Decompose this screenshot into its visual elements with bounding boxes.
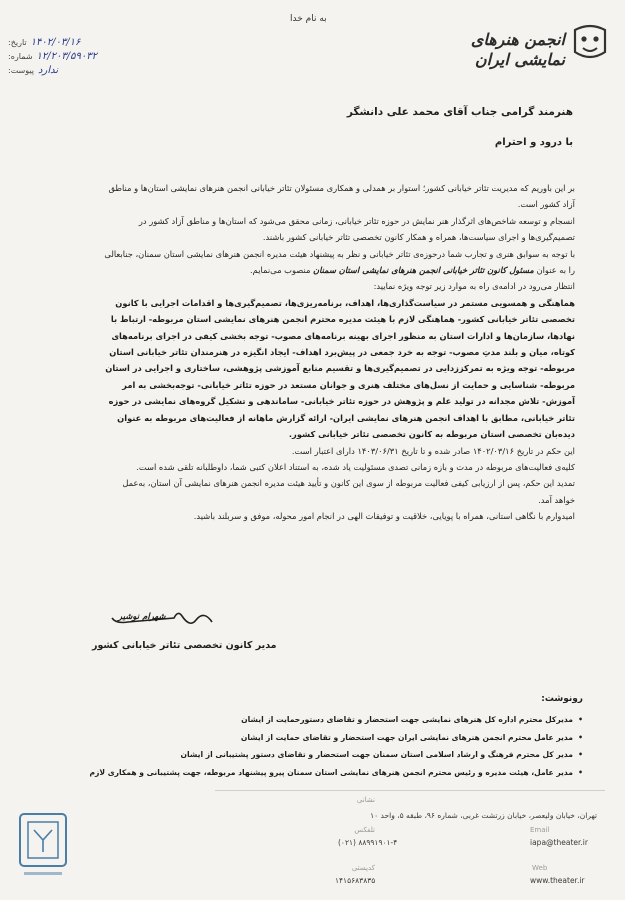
cc-list <box>89 711 583 781</box>
greeting: با درود و احترام <box>494 137 573 148</box>
stamp-icon <box>14 810 72 884</box>
cc-item: • مدیرکل محترم اداره کل هنرهای نمایشی جهت استحضار و تقاضای دستورحمایت از ایشان <box>113 711 583 729</box>
number-label: شماره: <box>8 52 33 61</box>
paragraph-voluntary: کلیه‌ی فعالیت‌های مربوطه در مدت و بازه زمانی تصدی مسئولیت یاد شده، به استناد اعلان کتبی شما، داوطلبانه تلقی شده است. <box>136 461 575 472</box>
cc-item: • مدیر عامل، هیئت مدیره و رئیس محترم انجمن هنرهای نمایشی استان سمنان پیرو پیشنهاد مربوطه، جهت پشتیبانی و همکاری لازم <box>113 764 583 782</box>
address-label: نشانی <box>356 796 375 804</box>
attachment-value: ندارد <box>38 65 59 76</box>
addressee: هنرمند گرامی جناب آقای محمد علی دانشگر <box>346 106 573 118</box>
cc-item: • مدیر کل محترم فرهنگ و ارشاد اسلامی استان سمنان جهت استحضار و تقاضای دستور پشتیبانی از ایشان <box>113 746 583 764</box>
duties-paragraph: هماهنگی و همسویی مستمر در سیاست‌گذاری‌ها، اهداف، برنامه‌ریزی‌ها، تصمیم‌گیری‌ها و اقدامات اجرایی با کانون تخصصی تئاتر خیابانی کشور- هماهنگی لازم با هیئت مدیره محترم انجمن هنرهای نمایشی استان مربوطه- ارتباط با نهادها، سازمان‌ها و ادارات استان به منظور اجرای بهینه برنامه‌های مصوب- توجه بخشی کیفی در اجرای برنامه‌های کوتاه، میان و بلند مدتِ مصوب- توجه به خرد جمعی در پیش‌برد اهداف- ایجاد انگیزه در هنرمندان تئاتر خیابانی استان مربوطه- توجه ویژه به تمرکززدایی در تصمیم‌گیری‌ها و تقسیم منابع آموزشی پژوهشی، ساختاری و اجرایی در استان مربوطه- شناسایی و حمایت از نسل‌های مختلف هنری و جوانان مستعد در حوزه تئاتر خیابانی- توجه‌بخشی به امر آموزش- تلاش مجدانه در تولید علم و پژوهش در حوزه تئاتر خیابانی- ساماندهی و تشکیل گروه‌های نمایشی در حوزه تئاتر خیابانی، مطابق با اهداف انجمن هنرهای نمایشی ایران- ارائه گزارش ماهانه از فعالیت‌های مربوطه به عنوان دیده‌بان تخصصی استان مربوطه به کانون تخصصی تئاتر خیابانی کشور. <box>105 297 575 440</box>
paragraph-1: بر این باوریم که مدیریت تئاتر خیابانی کشور؛ استوار بر همدلی و همکاری مسئولان تئاتر خیابانی انجمن هنرهای نمایشی استان‌ها و مناطق آزاد کشور است. <box>108 183 575 210</box>
paragraph-validity: این حکم در تاریخ ۱۴۰۲/۰۳/۱۶ صادر شده و تا تاریخ ۱۴۰۳/۰۶/۳۱ دارای اعتبار است. <box>291 445 575 456</box>
signature-name: شهرام نوشیر <box>118 612 166 622</box>
date-label: تاریخ: <box>8 38 27 47</box>
footer-divider <box>215 790 605 791</box>
basmala: به نام خدا <box>290 14 327 24</box>
letter-body <box>100 180 575 525</box>
paragraph-2: انسجام و توسعه شاخص‌های اثرگذار هنر نمایش در حوزه تئاتر خیابانی، زمانی محقق می‌شود که استان‌ها و مناطق آزاد کشور در تصمیم‌گیری‌ها و اجرای سیاست‌ها، همراه و همکار کانون تخصصی تئاتر خیابانی کشور باشند. <box>138 215 575 243</box>
logo-text: انجمن هنرهای نمایشی ایران <box>470 30 565 69</box>
paragraph-closing: امیدوارم با نگاهی استانی، همراه با پویایی، خلاقیت و توفیقات الهی در انجام امور محوله، موفق و سربلند باشید. <box>193 511 575 522</box>
email-value: iapa@theater.ir <box>530 838 588 847</box>
address-value: تهران، خیابان ولیعصر، خیابان زرتشت غربی، شماره ۹۶، طبقه ۵، واحد ۱۰ <box>370 811 597 820</box>
web-label: Web <box>532 864 548 872</box>
postal-value: ۱۴۱۵۶۸۳۸۳۵ <box>335 876 376 885</box>
web-value: www.theater.ir <box>530 876 585 885</box>
logo-title <box>445 20 565 88</box>
number-value: ۱۲/۲۰۳/۵۹۰۳۲ <box>36 51 97 62</box>
logo-icon <box>569 22 611 66</box>
phone-label: تلفکس <box>354 826 375 834</box>
email-label: Email <box>530 826 550 834</box>
date-row <box>8 36 158 50</box>
paragraph-3-end: منصوب می‌نمایم. <box>250 265 314 276</box>
paragraph-renewal: تمدید این حکم، پس از ارزیابی کیفی فعالیت مربوطه از سوی این کانون و تأیید هیئت مدیره انجمن هنرهای نمایشی آن استان، به‌عمل خواهد آمد. <box>122 478 575 505</box>
letter-meta <box>8 36 158 78</box>
cc-item: • مدیر عامل محترم انجمن هنرهای نمایشی ایران جهت استحضار و تقاضای حمایت از ایشان <box>113 729 583 747</box>
paragraph-4: انتظار می‌رود در ادامه‌ی راه به موارد زیر توجه ویژه نمایید: <box>373 281 575 292</box>
appointment-title: مسئول کانون تئاتر خیابانی انجمن هنرهای نمایشی استان سمنان <box>313 265 534 276</box>
paragraph-3-start: با توجه به سوابق هنری و تجارب شما درحوزه‌ی تئاتر خیابانی و نظر به پیشنهاد هیئت مدیره انجمن هنرهای نمایشی استان سمنان، جنابعالی را به عنوان <box>104 248 575 276</box>
date-value: ۱۴۰۲/۰۳/۱۶ <box>30 37 81 48</box>
paragraph-3 <box>100 246 575 279</box>
cc-title: رونوشت: <box>541 694 583 704</box>
number-row <box>8 50 158 64</box>
attachment-row <box>8 64 158 78</box>
phone-value: (۰۲۱) ۸۸۹۹۱۹۰۱-۴ <box>338 838 398 847</box>
postal-label: کدپستی <box>351 864 375 872</box>
signature-title: مدیر کانون تخصصی تئاتر خیابانی کشور <box>92 640 277 651</box>
attachment-label: پیوست: <box>8 66 35 75</box>
